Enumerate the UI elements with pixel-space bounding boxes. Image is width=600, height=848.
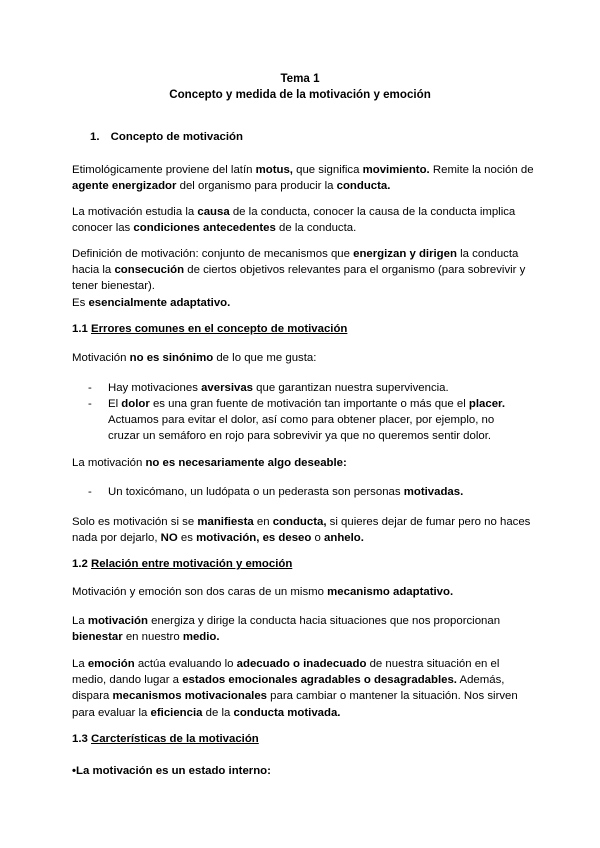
text: de nuestra situación en el medio, dando lugar a bbox=[72, 658, 500, 687]
text: que significa bbox=[292, 164, 363, 176]
bold-text: aversivas bbox=[201, 382, 254, 394]
paragraph-manifiesta bbox=[72, 514, 534, 546]
bold-text: conducta. bbox=[336, 180, 391, 193]
subsection-number: 1.1 bbox=[72, 323, 91, 335]
paragraph-emocion bbox=[72, 656, 534, 721]
bold-text: conducta, bbox=[272, 516, 327, 528]
text: que garantizan nuestra supervivencia. bbox=[253, 382, 449, 394]
bold-text: energizan y dirigen bbox=[353, 248, 457, 260]
text: en bbox=[253, 516, 273, 528]
text: actúa evaluando lo bbox=[134, 658, 237, 670]
bold-text: es deseo bbox=[262, 532, 312, 545]
bold-text: conducta motivada. bbox=[233, 706, 341, 719]
bold-text: emoción bbox=[87, 658, 135, 670]
bold-text: esencialmente adaptativo. bbox=[88, 296, 231, 309]
section-1-heading bbox=[90, 131, 243, 143]
text: de la conducta, conocer la causa de la conducta implica conocer las bbox=[72, 206, 516, 235]
text: Motivación y emoción son dos caras de un mismo bbox=[72, 586, 328, 598]
bold-text: no es necesariamente algo deseable: bbox=[145, 457, 347, 469]
bold-text: no es sinónimo bbox=[129, 352, 214, 364]
section-1-number: 1. bbox=[90, 131, 100, 143]
bold-text: NO bbox=[160, 532, 178, 545]
subsection-title: Errores comunes en el concepto de motivación bbox=[91, 323, 348, 335]
bold-text: dolor bbox=[121, 398, 150, 410]
paragraph-motivacion-energiza bbox=[72, 613, 534, 645]
text: Es bbox=[72, 296, 89, 309]
bold-text: motivación, bbox=[196, 532, 260, 545]
list-dash: - bbox=[88, 398, 92, 410]
paragraph-no-sinonimo bbox=[72, 350, 534, 366]
text: la conducta hacia la bbox=[72, 248, 519, 277]
paragraph-etimologia bbox=[72, 162, 534, 194]
tema-label bbox=[0, 72, 600, 85]
bold-text: eficiencia bbox=[150, 706, 203, 719]
subsection-1-1-heading bbox=[72, 321, 534, 337]
bold-text: motivación bbox=[87, 615, 148, 627]
text: de lo que me gusta: bbox=[213, 352, 317, 364]
bold-text: movimiento. bbox=[362, 164, 430, 176]
text: La bbox=[72, 658, 88, 670]
bold-text: mecanismo adaptativo. bbox=[327, 586, 454, 598]
text: Solo es motivación si se bbox=[72, 516, 198, 528]
text: es bbox=[177, 532, 197, 545]
text: Además, dispara bbox=[72, 674, 505, 703]
paragraph-estado-interno bbox=[72, 763, 534, 779]
bold-text: causa bbox=[197, 206, 230, 218]
text: La motivación estudia la bbox=[72, 206, 198, 218]
bold-text: •La motivación es un estado interno: bbox=[72, 765, 271, 777]
text: o bbox=[311, 532, 325, 545]
text: Remite la noción de bbox=[429, 164, 534, 176]
bold-text: agente energizador bbox=[72, 180, 177, 193]
bold-text: manifiesta bbox=[197, 516, 254, 528]
text: Motivación bbox=[72, 352, 130, 364]
list-item-text bbox=[108, 380, 528, 396]
text: La motivación bbox=[72, 457, 146, 469]
subsection-title: Relación entre motivación y emoción bbox=[91, 558, 293, 570]
list-dash: - bbox=[88, 382, 92, 394]
text: Hay motivaciones bbox=[108, 382, 202, 394]
paragraph-causa bbox=[72, 204, 534, 236]
subsection-number: 1.3 bbox=[72, 733, 91, 745]
list-dash: - bbox=[88, 486, 92, 498]
text: Actuamos para evitar el dolor, así como para obtener placer, por ejemplo, no cruzar un semáforo en rojo para sobrevivir ya que no queremos sentir dolor. bbox=[108, 414, 495, 443]
bold-text: mecanismos motivacionales bbox=[112, 690, 268, 703]
text: en nuestro bbox=[122, 631, 183, 644]
text: del organismo para producir la bbox=[176, 180, 337, 193]
text: energiza y dirige la conducta hacia situaciones que nos proporcionan bbox=[147, 615, 501, 627]
title-text: Concepto y medida de la motivación y emoción bbox=[169, 88, 431, 101]
text: El bbox=[108, 398, 122, 410]
bold-text: placer. bbox=[468, 398, 506, 410]
bold-text: consecución bbox=[114, 264, 185, 277]
paragraph-no-deseable bbox=[72, 455, 534, 471]
text: para cambiar o mantener la situación. Nos sirven para evaluar la bbox=[72, 690, 518, 719]
bold-text: motus, bbox=[255, 164, 293, 176]
bold-text: motivadas. bbox=[403, 486, 464, 498]
tema-text: Tema 1 bbox=[280, 72, 320, 85]
text: Etimológicamente proviene del latín bbox=[72, 164, 256, 176]
list-item-text bbox=[108, 396, 528, 445]
text: Definición de motivación: conjunto de mecanismos que bbox=[72, 248, 354, 260]
subsection-title: Carcterísticas de la motivación bbox=[91, 733, 259, 745]
subsection-1-3-heading bbox=[72, 731, 534, 747]
bold-text: medio. bbox=[182, 631, 220, 644]
text: Un toxicómano, un ludópata o un pederasta son personas bbox=[108, 486, 404, 498]
bold-text: bienestar bbox=[72, 631, 123, 644]
bold-text: adecuado o inadecuado bbox=[236, 658, 367, 670]
bold-text: estados emocionales agradables o desagradables. bbox=[182, 674, 457, 687]
subsection-number: 1.2 bbox=[72, 558, 91, 570]
subsection-1-2-heading bbox=[72, 556, 534, 572]
bold-text: condiciones antecedentes bbox=[133, 222, 276, 235]
section-1-title: Concepto de motivación bbox=[110, 131, 243, 143]
text: de la conducta. bbox=[275, 222, 357, 235]
document-title bbox=[0, 88, 600, 101]
paragraph-dos-caras bbox=[72, 584, 534, 600]
text: si quieres dejar de fumar pero no haces nada por dejarlo, bbox=[72, 516, 531, 545]
text: La bbox=[72, 615, 88, 627]
list-item-text bbox=[108, 484, 528, 500]
text: es una gran fuente de motivación tan importante o más que el bbox=[149, 398, 469, 410]
text: de ciertos objetivos relevantes para el organismo (para sobrevivir y tener bienestar). bbox=[72, 264, 526, 293]
text: de la bbox=[202, 706, 234, 719]
paragraph-definicion bbox=[72, 246, 534, 311]
bold-text: anhelo. bbox=[324, 532, 364, 545]
